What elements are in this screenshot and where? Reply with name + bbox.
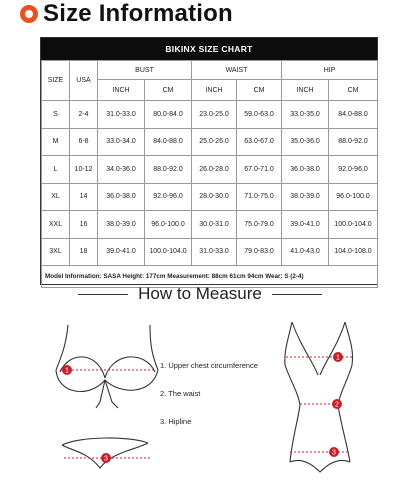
cell-waist-in: 28.0-30.0 [192, 183, 237, 211]
how-to-measure-title: How to Measure [138, 284, 262, 303]
cell-waist-cm: 63.0-67.0 [237, 128, 282, 156]
how-to-measure-heading [0, 283, 400, 305]
page-title: Size Information [43, 0, 233, 27]
cell-size: XXL [42, 211, 70, 239]
cell-size: S [42, 101, 70, 129]
cell-waist-cm: 67.0-71.0 [237, 156, 282, 184]
svg-text:3: 3 [332, 449, 336, 457]
group-hip-header: HIP [282, 61, 378, 80]
cell-hip-cm: 104.0-108.0 [329, 238, 378, 266]
divider-right [272, 294, 322, 295]
sub-cm-header: CM [237, 80, 282, 101]
cell-waist-cm: 79.0-83.0 [237, 238, 282, 266]
cell-waist-cm: 59.0-63.0 [237, 101, 282, 129]
size-table [41, 60, 378, 288]
cell-waist-in: 26.0-28.0 [192, 156, 237, 184]
size-chart [40, 37, 378, 285]
table-row [42, 156, 378, 184]
cell-bust-in: 31.0-33.0 [98, 101, 145, 129]
cell-usa: 2-4 [70, 101, 98, 129]
svg-text:2: 2 [335, 401, 339, 409]
cell-waist-cm: 75.0-79.0 [237, 211, 282, 239]
group-bust-header: BUST [98, 61, 192, 80]
bikini-bottom-illustration [62, 438, 148, 468]
sub-inch-header: INCH [192, 80, 237, 101]
marker-2-right [332, 399, 342, 409]
sub-cm-header: CM [145, 80, 192, 101]
cell-bust-in: 36.0-38.0 [98, 183, 145, 211]
table-row [42, 211, 378, 239]
cell-waist-in: 31.0-33.0 [192, 238, 237, 266]
sub-inch-header: INCH [98, 80, 145, 101]
legend-item-waist: 2. The waist [160, 389, 201, 398]
divider-left [78, 294, 128, 295]
cell-bust-cm: 100.0-104.0 [145, 238, 192, 266]
marker-1-left [62, 365, 72, 375]
cell-usa: 18 [70, 238, 98, 266]
col-size-header: SIZE [42, 61, 70, 101]
marker-3-left [101, 453, 111, 463]
cell-waist-in: 23.0-25.0 [192, 101, 237, 129]
cell-usa: 6-8 [70, 128, 98, 156]
cell-usa: 16 [70, 211, 98, 239]
cell-bust-cm: 80.0-84.0 [145, 101, 192, 129]
svg-text:3: 3 [104, 455, 108, 463]
cell-size: M [42, 128, 70, 156]
cell-waist-in: 25.0-26.0 [192, 128, 237, 156]
cell-waist-in: 30.0-31.0 [192, 211, 237, 239]
bikini-top-illustration [56, 325, 158, 408]
model-info: Model Information: SASA Height: 177cm Measurement: 88cm 61cm 94cm Wear: S (2-4) [42, 266, 378, 288]
circle-logo-icon [20, 5, 38, 23]
cell-hip-in: 38.0-39.0 [282, 183, 329, 211]
sub-cm-header: CM [329, 80, 378, 101]
legend-item-hipline: 3. Hipline [160, 417, 192, 426]
marker-1-right [333, 352, 343, 362]
cell-hip-cm: 84.0-88.0 [329, 101, 378, 129]
cell-bust-in: 38.0-39.0 [98, 211, 145, 239]
table-row [42, 101, 378, 129]
cell-hip-cm: 92.0-96.0 [329, 156, 378, 184]
cell-bust-cm: 88.0-92.0 [145, 156, 192, 184]
cell-bust-cm: 84.0-88.0 [145, 128, 192, 156]
table-row [42, 238, 378, 266]
swimsuit-illustration [285, 322, 353, 472]
size-chart-banner: BIKINX SIZE CHART [41, 38, 377, 60]
cell-bust-in: 34.0-36.0 [98, 156, 145, 184]
cell-bust-in: 33.0-34.0 [98, 128, 145, 156]
cell-hip-in: 36.0-38.0 [282, 156, 329, 184]
col-usa-header: USA [70, 61, 98, 101]
svg-text:1: 1 [65, 367, 69, 375]
cell-waist-cm: 71.0-75.0 [237, 183, 282, 211]
table-row [42, 183, 378, 211]
cell-bust-in: 39.0-41.0 [98, 238, 145, 266]
cell-hip-in: 41.0-43.0 [282, 238, 329, 266]
sub-inch-header: INCH [282, 80, 329, 101]
cell-hip-in: 33.0-35.0 [282, 101, 329, 129]
cell-usa: 10-12 [70, 156, 98, 184]
svg-text:1: 1 [336, 354, 340, 362]
cell-hip-cm: 100.0-104.0 [329, 211, 378, 239]
cell-size: 3XL [42, 238, 70, 266]
cell-usa: 14 [70, 183, 98, 211]
marker-3-right [329, 447, 339, 457]
cell-hip-cm: 88.0-92.0 [329, 128, 378, 156]
cell-size: L [42, 156, 70, 184]
cell-bust-cm: 96.0-100.0 [145, 211, 192, 239]
cell-size: XL [42, 183, 70, 211]
legend-item-upper-chest: 1. Upper chest circumference [160, 361, 258, 370]
measure-legend [160, 360, 258, 444]
group-waist-header: WAIST [192, 61, 282, 80]
cell-hip-in: 35.0-36.0 [282, 128, 329, 156]
cell-bust-cm: 92.0-96.0 [145, 183, 192, 211]
table-row [42, 128, 378, 156]
page-header [20, 0, 233, 28]
cell-hip-in: 39.0-41.0 [282, 211, 329, 239]
cell-hip-cm: 96.0-100.0 [329, 183, 378, 211]
